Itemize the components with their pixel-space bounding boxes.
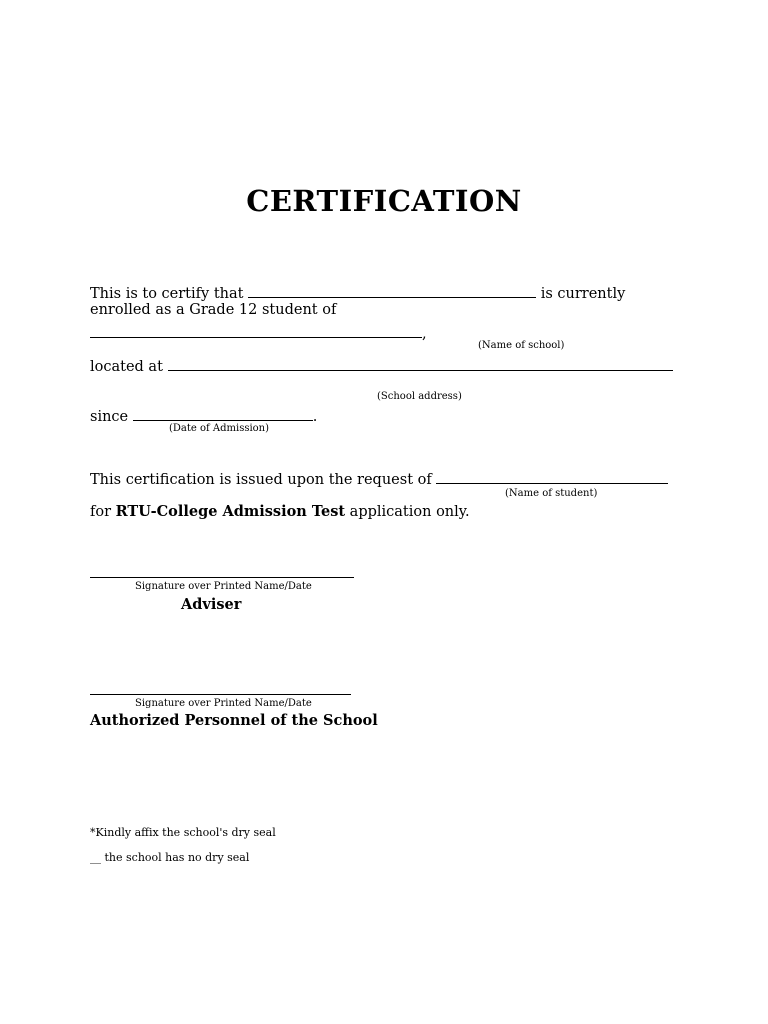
personnel-signature-line[interactable] [90, 694, 351, 695]
adviser-signature-caption: Signature over Printed Name/Date [135, 581, 312, 592]
date-of-admission-blank[interactable] [133, 405, 313, 421]
adviser-signature-line[interactable] [90, 577, 354, 578]
personnel-title: Authorized Personnel of the School [90, 712, 378, 729]
school-address-blank[interactable] [168, 355, 673, 371]
requester-name-blank[interactable] [436, 468, 668, 484]
personnel-signature-caption: Signature over Printed Name/Date [135, 698, 312, 709]
comma: , [422, 326, 427, 342]
student-name-blank[interactable] [248, 282, 536, 298]
enrolled-line: enrolled as a Grade 12 student of [90, 302, 337, 318]
purpose-line [90, 503, 470, 520]
dry-seal-note: *Kindly affix the school's dry seal [90, 826, 276, 839]
located-line [90, 355, 673, 375]
no-dry-seal-option[interactable]: __ the school has no dry seal [90, 851, 250, 864]
since-label: since [90, 409, 129, 425]
adviser-title: Adviser [181, 596, 242, 613]
since-line [90, 405, 317, 425]
request-line [90, 468, 668, 488]
school-name-blank[interactable] [90, 322, 422, 338]
document-title: CERTIFICATION [246, 184, 522, 218]
located-at-label: located at [90, 359, 163, 375]
name-of-school-caption: (Name of school) [478, 340, 565, 351]
certify-suffix: is currently [540, 286, 626, 302]
certify-prefix: This is to certify that [90, 286, 244, 302]
school-name-line [90, 322, 427, 342]
name-of-student-caption: (Name of student) [505, 488, 598, 499]
request-text: This certification is issued upon the request of [90, 472, 432, 488]
school-address-caption: (School address) [377, 391, 462, 402]
for-label: for [90, 504, 112, 520]
certify-line [90, 282, 625, 302]
application-only: application only. [349, 504, 470, 520]
date-of-admission-caption: (Date of Admission) [169, 423, 270, 434]
period: . [312, 409, 318, 425]
exam-name: RTU-College Admission Test [115, 503, 346, 520]
